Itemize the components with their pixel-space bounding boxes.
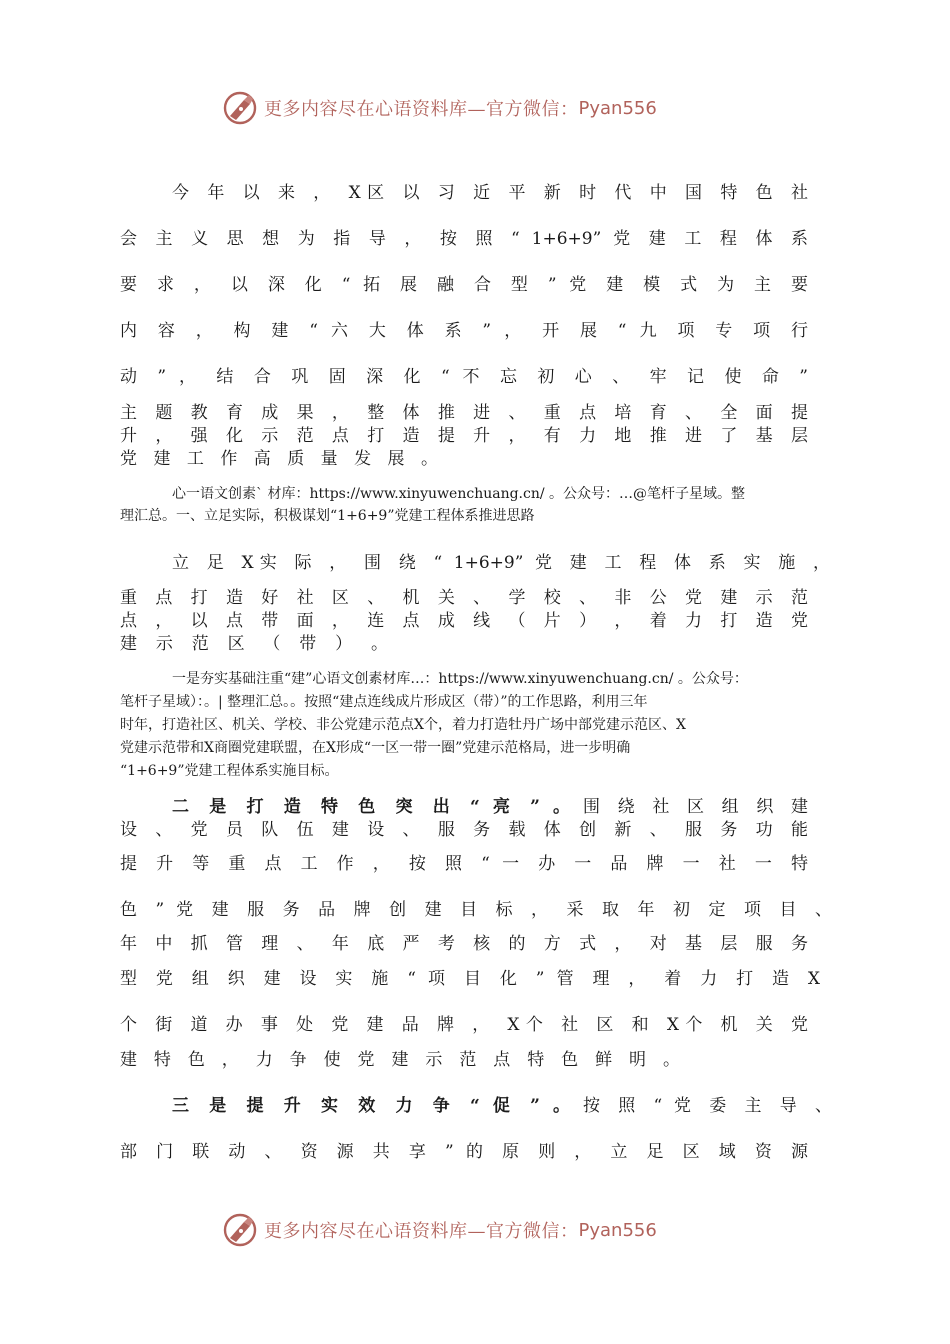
text-line: 型 党 组 织 建 设 实 施 “ 项 目 化 ” 管 理 ， 着 力 打 造 X (120, 969, 820, 989)
section-heading: 二 是 打 造 特 色 突 出 “ 亮 ” 。 (172, 797, 570, 817)
banner-text: 更多内容尽在心语资料库—官方微信： (264, 1221, 579, 1242)
footer-banner (222, 1210, 742, 1250)
text-line: 色 ” 党 建 服 务 品 牌 创 建 目 标 ， 采 取 年 初 定 项 目 、 (120, 900, 832, 920)
header-banner (222, 88, 742, 128)
banner-wechat-id: Pyan556 (578, 97, 657, 119)
text-line: 党 建 工 作 高 质 量 发 展 。 (120, 449, 438, 469)
text-line: 建 特 色 ， 力 争 使 党 建 示 范 点 特 色 鲜 明 。 (120, 1050, 680, 1070)
text-line: 设 、 党 员 队 伍 建 设 、 服 务 载 体 创 新 、 服 务 功 能 (120, 820, 808, 840)
text-line: 年 中 抓 管 理 、 年 底 严 考 核 的 方 式 ， 对 基 层 服 务 (120, 934, 808, 954)
text-line: 部 门 联 动 、 资 源 共 享 ” 的 原 则 ， 立 足 区 域 资 源 (120, 1142, 808, 1162)
paragraph-line: “1+6+9”党建工程体系实施目标。 (120, 763, 339, 779)
text-line: 升 ， 强 化 示 范 点 打 造 提 升 ， 有 力 地 推 进 了 基 层 (120, 426, 808, 446)
banner-wechat-id: Pyan556 (578, 1219, 657, 1241)
watermark-line: 心一语文创素` 材库：https://www.xinyuwenchuang.cn/ 。公众号：…@笔杆子星域。整 (172, 486, 746, 502)
paragraph-line: 一是夯实基础注重“建”心语文创素材库…：https://www.xinyuwenchuang.cn/ 。公众号： (172, 671, 748, 687)
text-line: 点 ， 以 点 带 面 ， 连 点 成 线 （ 片 ） ， 着 力 打 造 党 (120, 611, 808, 631)
text-line: 个 街 道 办 事 处 党 建 品 牌 ， X个 社 区 和 X个 机 关 党 (120, 1015, 808, 1035)
paragraph-line: 党建示范带和X商圈党建联盟，在X形成“一区一带一圈”党建示范格局，进一步明确 (120, 740, 631, 756)
text-line: 动 ” ， 结 合 巩 固 深 化 “ 不 忘 初 心 、 牢 记 使 命 ” (120, 367, 808, 387)
pen-nib-logo-icon (222, 1212, 258, 1248)
text-line: 要 求 ， 以 深 化 “ 拓 展 融 合 型 ” 党 建 模 式 为 主 要 (120, 275, 808, 295)
text-line: 立 足 X实 际 ， 围 绕 “ 1+6+9” 党 建 工 程 体 系 实 施 ， (172, 553, 830, 573)
text-line: 主 题 教 育 成 果 ， 整 体 推 进 、 重 点 培 育 、 全 面 提 (120, 403, 808, 423)
paragraph-line: 时年，打造社区、机关、学校、非公党建示范点X个，着力打造牡丹广场中部党建示范区、X (120, 717, 686, 733)
pen-nib-logo-icon (222, 90, 258, 126)
text-line: 今 年 以 来 ， X区 以 习 近 平 新 时 代 中 国 特 色 社 (172, 183, 808, 203)
paragraph-line: 笔杆子星域）：。| 整理汇总。。按照“建点连线成片形成区（带）”的工作思路，利用三年 (120, 694, 648, 710)
text-line: 内 容 ， 构 建 “ 六 大 体 系 ” ， 开 展 “ 九 项 专 项 行 (120, 321, 808, 341)
section-heading: 三 是 提 升 实 效 力 争 “ 促 ” 。 (172, 1096, 570, 1116)
text-line: 重 点 打 造 好 社 区 、 机 关 、 学 校 、 非 公 党 建 示 范 (120, 588, 808, 608)
text-line: 建 示 范 区 （ 带 ） 。 (120, 634, 388, 654)
text-line: 会 主 义 思 想 为 指 导 ， 按 照 “ 1+6+9” 党 建 工 程 体 系 (120, 229, 808, 249)
text-line: 按 照 “ 党 委 主 导 、 (583, 1096, 832, 1116)
watermark-line: 理汇总。一、立足实际，积极谋划“1+6+9”党建工程体系推进思路 (120, 508, 535, 524)
text-line: 提 升 等 重 点 工 作 ， 按 照 “ 一 办 一 品 牌 一 社 一 特 (120, 854, 808, 874)
banner-text: 更多内容尽在心语资料库—官方微信： (264, 99, 579, 120)
text-line: 围 绕 社 区 组 织 建 (583, 797, 808, 817)
